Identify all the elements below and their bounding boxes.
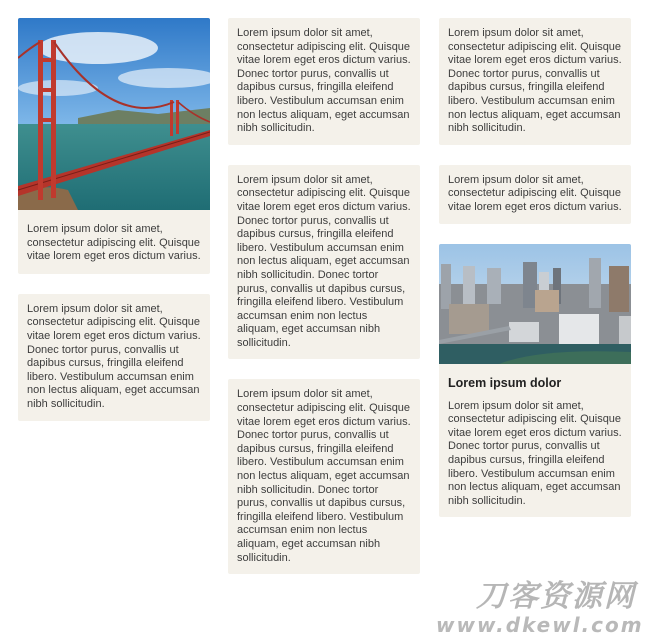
card-text-3a: [439, 18, 631, 145]
card-text: Lorem ipsum dolor sit amet, consectetur adipiscing elit. Quisque vitae lorem eget eros dictum varius.: [27, 223, 201, 263]
card-city: [439, 244, 631, 518]
watermark-logo: 刀客资源网: [476, 579, 636, 614]
column-2: [228, 18, 420, 594]
column-3: [439, 18, 631, 537]
card-bridge: [18, 18, 210, 274]
card-text: Lorem ipsum dolor sit amet, consectetur adipiscing elit. Quisque vitae lorem eget eros dictum varius. Donec tortor purus, convallis ut dapibus cursus, fringilla eleifend libero. Vestibulum accumsan enim non lectus aliquam, eget accumsan nibh sollicitudin.: [27, 302, 201, 410]
card-text: Lorem ipsum dolor sit amet, consectetur adipiscing elit. Quisque vitae lorem eget eros dictum varius. Donec tortor purus, convallis ut dapibus cursus, fringilla eleifend libero. Vestibulum accumsan enim non lectus aliquam, eget accumsan nibh sollicitudin.: [448, 27, 622, 135]
card-text: Lorem ipsum dolor sit amet, consectetur adipiscing elit. Quisque vitae lorem eget eros dictum varius. Donec tortor purus, convallis ut dapibus cursus, fringilla eleifend libero. Vestibulum accumsan enim non lectus aliquam, eget accumsan nibh sollicitudin. Donec tortor purus, convallis ut dapibus cursus, fringilla eleifend libero. Vestibulum accumsan enim non lectus aliquam, eget accumsan nibh sollicitudin.: [237, 388, 411, 564]
card-text-2c: [228, 379, 420, 574]
watermark-url: www.dkewl.com: [436, 613, 644, 637]
card-text-2a: [228, 18, 420, 145]
card-text: Lorem ipsum dolor sit amet, consectetur adipiscing elit. Quisque vitae lorem eget eros dictum varius.: [448, 173, 622, 213]
card-text: Lorem ipsum dolor sit amet, consectetur adipiscing elit. Quisque vitae lorem eget eros dictum varius. Donec tortor purus, convallis ut dapibus cursus, fringilla eleifend libero. Vestibulum accumsan enim non lectus aliquam, eget accumsan nibh sollicitudin.: [448, 399, 622, 507]
column-1: [18, 18, 210, 441]
card-text-1b: [18, 294, 210, 421]
card-text: Lorem ipsum dolor sit amet, consectetur adipiscing elit. Quisque vitae lorem eget eros dictum varius. Donec tortor purus, convallis ut dapibus cursus, fringilla eleifend libero. Vestibulum accumsan enim non lectus aliquam, eget accumsan nibh sollicitudin. Donec tortor purus, convallis ut dapibus cursus, fringilla eleifend libero. Vestibulum accumsan enim non lectus aliquam, eget accumsan nibh sollicitudin.: [237, 173, 411, 349]
card-heading: Lorem ipsum dolor: [448, 375, 562, 390]
card-text-2b: [228, 165, 420, 360]
city-skyline-photo: [439, 244, 631, 364]
golden-gate-bridge-photo: [18, 18, 210, 210]
card-text: Lorem ipsum dolor sit amet, consectetur adipiscing elit. Quisque vitae lorem eget eros dictum varius. Donec tortor purus, convallis ut dapibus cursus, fringilla eleifend libero. Vestibulum accumsan enim non lectus aliquam, eget accumsan nibh sollicitudin.: [237, 27, 411, 135]
watermark: [436, 579, 644, 637]
card-text-3b: [439, 165, 631, 224]
